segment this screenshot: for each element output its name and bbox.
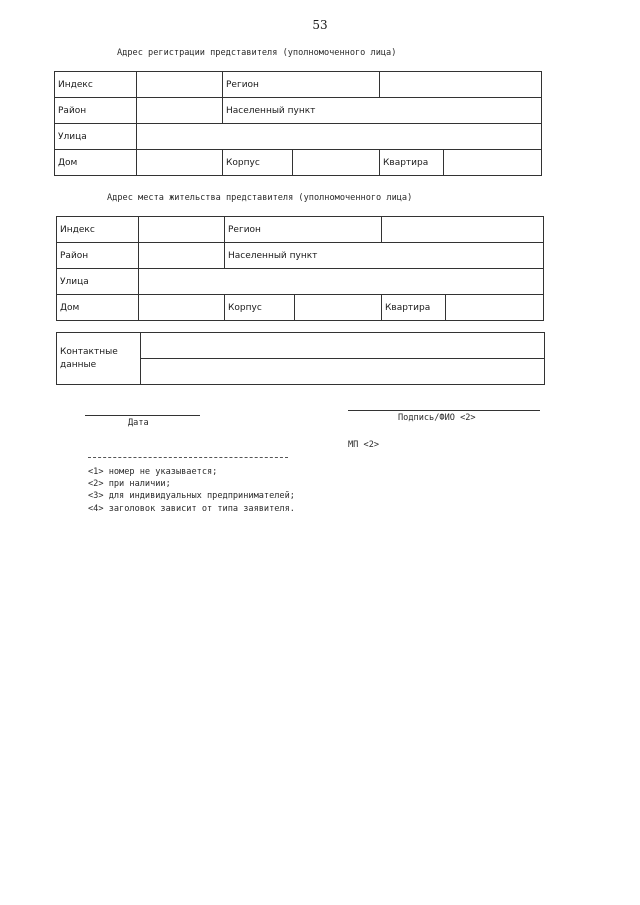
date-label: Дата	[128, 418, 149, 428]
street-field[interactable]	[137, 124, 542, 150]
table-row	[55, 72, 542, 98]
residence-address-table	[56, 216, 544, 321]
region-label: Регион	[223, 72, 380, 98]
house-label: Дом	[57, 295, 139, 321]
footnote: <3> для индивидуальных предпринимателей;	[88, 491, 295, 502]
apartment-field[interactable]	[444, 150, 542, 176]
region-label: Регион	[225, 217, 382, 243]
contacts-field-2[interactable]	[141, 359, 545, 385]
district-field[interactable]	[137, 98, 223, 124]
street-field[interactable]	[139, 269, 544, 295]
index-field[interactable]	[139, 217, 225, 243]
footnote: <2> при наличии;	[88, 479, 171, 490]
table-row	[57, 333, 545, 359]
house-label: Дом	[55, 150, 137, 176]
page-number: 53	[312, 18, 328, 32]
district-label: Район	[55, 98, 137, 124]
locality-label: Населенный пункт	[225, 243, 544, 269]
footnote: <4> заголовок зависит от типа заявителя.	[88, 503, 295, 514]
building-label: Корпус	[223, 150, 293, 176]
footnote-separator	[88, 457, 288, 458]
house-field[interactable]	[137, 150, 223, 176]
apartment-field[interactable]	[446, 295, 544, 321]
district-label: Район	[57, 243, 139, 269]
table-row	[55, 98, 542, 124]
contacts-label: Контактные данные	[57, 333, 141, 385]
contacts-table	[56, 332, 545, 385]
contacts-field-1[interactable]	[141, 333, 545, 359]
table-row	[57, 217, 544, 243]
footnotes	[88, 466, 295, 515]
building-field[interactable]	[293, 150, 380, 176]
index-field[interactable]	[137, 72, 223, 98]
locality-label: Населенный пункт	[223, 98, 542, 124]
table-row	[57, 295, 544, 321]
residence-heading: Адрес места жительства представителя (уполномоченного лица)	[107, 193, 413, 203]
stamp-label: МП <2>	[348, 440, 380, 450]
region-field[interactable]	[382, 217, 544, 243]
house-field[interactable]	[139, 295, 225, 321]
table-row	[57, 269, 544, 295]
region-field[interactable]	[380, 72, 542, 98]
registration-address-table	[54, 71, 542, 176]
index-label: Индекс	[57, 217, 139, 243]
street-label: Улица	[55, 124, 137, 150]
table-row	[57, 243, 544, 269]
table-row	[55, 150, 542, 176]
apartment-label: Квартира	[380, 150, 444, 176]
index-label: Индекс	[55, 72, 137, 98]
signature-label: Подпись/ФИО <2>	[398, 413, 476, 423]
district-field[interactable]	[139, 243, 225, 269]
registration-heading: Адрес регистрации представителя (уполномоченного лица)	[117, 48, 397, 58]
footnote: <1> номер не указывается;	[88, 467, 218, 477]
apartment-label: Квартира	[382, 295, 446, 321]
street-label: Улица	[57, 269, 139, 295]
building-label: Корпус	[225, 295, 295, 321]
signature-line	[348, 410, 540, 411]
table-row	[55, 124, 542, 150]
date-line	[85, 415, 200, 416]
building-field[interactable]	[295, 295, 382, 321]
